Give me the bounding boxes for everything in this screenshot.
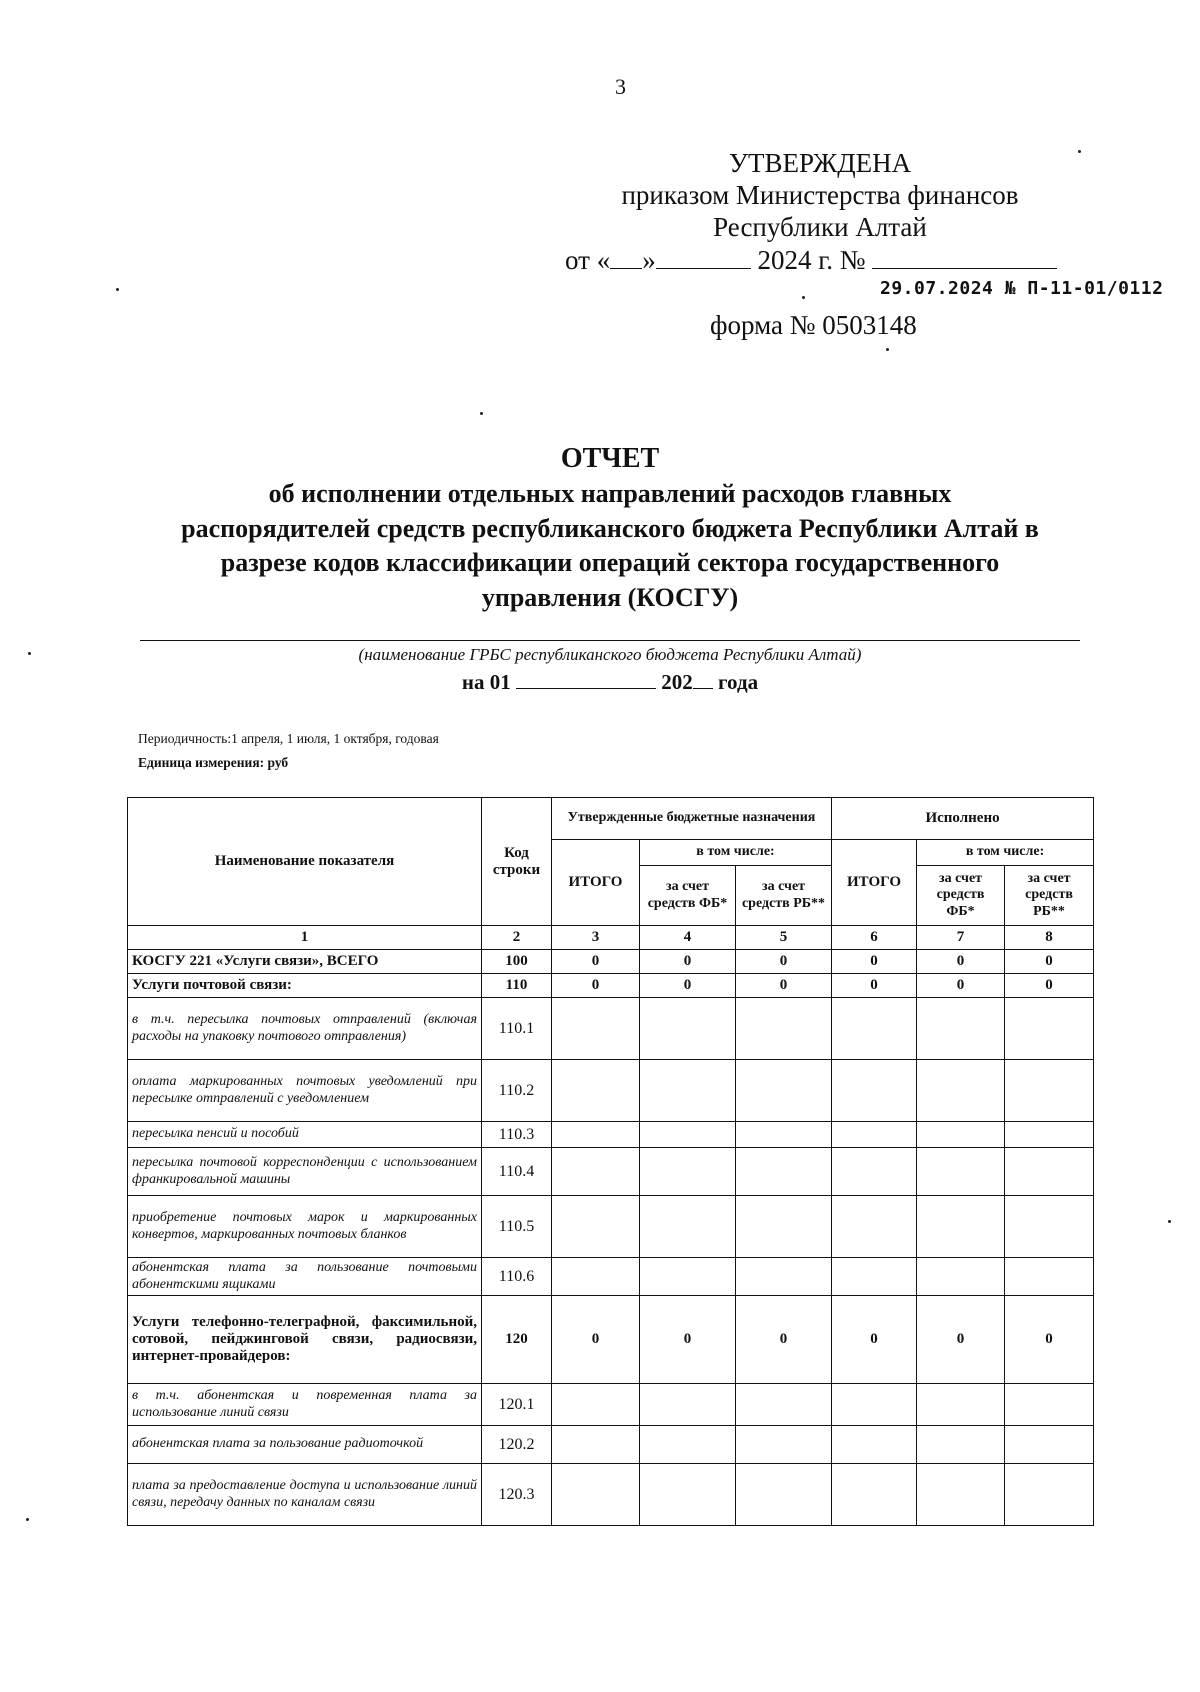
row-name: в т.ч. пересылка почтовых отправлений (включая расходы на упаковку почтового отправления) — [128, 998, 482, 1060]
value-cell — [917, 1426, 1005, 1464]
value-cell — [736, 1148, 832, 1196]
value-cell — [917, 1196, 1005, 1258]
col-num: 4 — [640, 926, 736, 950]
header-approved-including: в том числе: — [640, 840, 832, 866]
table-row — [128, 1258, 1094, 1296]
value-cell — [736, 1464, 832, 1526]
value-cell — [736, 1258, 832, 1296]
value-cell — [736, 1196, 832, 1258]
row-code: 110.5 — [482, 1196, 552, 1258]
table-row — [128, 1296, 1094, 1384]
value-cell — [832, 1258, 917, 1296]
col-num: 5 — [736, 926, 832, 950]
number-blank — [872, 244, 1057, 269]
value-cell — [640, 1258, 736, 1296]
approval-heading: УТВЕРЖДЕНА — [728, 148, 912, 178]
header-approved-fb: за счет средств ФБ* — [640, 866, 736, 926]
value-cell — [552, 1426, 640, 1464]
report-date — [140, 670, 1080, 695]
value-cell — [832, 1384, 917, 1426]
registration-stamp: 29.07.2024 № П-11-01/0112 — [880, 278, 1164, 299]
table-row — [128, 1426, 1094, 1464]
report-table — [127, 797, 1094, 1526]
table-row — [128, 1464, 1094, 1526]
value-cell: 0 — [832, 950, 917, 974]
date-mid: » — [642, 245, 656, 275]
date-year: 2024 г. № — [750, 245, 866, 275]
title-line-4: управления (КОСГУ) — [481, 582, 739, 612]
header-executed-including: в том числе: — [917, 840, 1094, 866]
title-main: ОТЧЕТ — [560, 443, 660, 474]
value-cell — [552, 1060, 640, 1122]
value-cell — [552, 1196, 640, 1258]
table-row — [128, 1060, 1094, 1122]
col-num: 2 — [482, 926, 552, 950]
value-cell — [917, 1122, 1005, 1148]
on-date-suffix: года — [718, 670, 759, 694]
value-cell: 0 — [552, 1296, 640, 1384]
table-row — [128, 950, 1094, 974]
value-cell — [640, 1464, 736, 1526]
value-cell — [832, 1060, 917, 1122]
value-cell — [736, 998, 832, 1060]
day-blank — [610, 244, 642, 269]
row-code: 120.1 — [482, 1384, 552, 1426]
value-cell: 0 — [640, 950, 736, 974]
header-executed-fb: за счет средств ФБ* — [917, 866, 1005, 926]
value-cell: 0 — [832, 1296, 917, 1384]
header-executed-total: ИТОГО — [832, 840, 917, 926]
scan-speck — [1168, 1220, 1171, 1223]
value-cell: 0 — [1005, 1296, 1094, 1384]
report-title — [130, 440, 1090, 616]
unit-of-measure: Единица измерения: руб — [138, 755, 289, 770]
value-cell — [832, 998, 917, 1060]
value-cell — [917, 1384, 1005, 1426]
value-cell — [736, 1426, 832, 1464]
value-cell: 0 — [552, 974, 640, 998]
header-approved: Утвержденные бюджетные назначения — [552, 798, 832, 840]
value-cell — [640, 1426, 736, 1464]
value-cell: 0 — [917, 950, 1005, 974]
value-cell — [832, 1426, 917, 1464]
table-row — [128, 974, 1094, 998]
value-cell — [917, 998, 1005, 1060]
row-code: 110.3 — [482, 1122, 552, 1148]
col-num: 6 — [832, 926, 917, 950]
row-name: оплата маркированных почтовых уведомлений при пересылке отправлений с уведомлением — [128, 1060, 482, 1122]
value-cell — [736, 1060, 832, 1122]
header-row-1 — [128, 798, 1094, 840]
value-cell — [552, 1384, 640, 1426]
value-cell: 0 — [640, 974, 736, 998]
value-cell — [552, 1122, 640, 1148]
value-cell: 0 — [736, 974, 832, 998]
row-name: Услуги почтовой связи: — [128, 974, 482, 998]
header-code: Код строки — [482, 798, 552, 926]
row-name: КОСГУ 221 «Услуги связи», ВСЕГО — [128, 950, 482, 974]
value-cell: 0 — [1005, 974, 1094, 998]
value-cell — [1005, 1258, 1094, 1296]
value-cell — [736, 1384, 832, 1426]
value-cell — [640, 1060, 736, 1122]
grbs-name-line — [140, 640, 1080, 641]
row-code: 110 — [482, 974, 552, 998]
value-cell — [832, 1464, 917, 1526]
row-name: плата за предоставление доступа и использование линий связи, передачу данных по каналам связи — [128, 1464, 482, 1526]
on-date-blank — [516, 672, 656, 689]
row-code: 120.2 — [482, 1426, 552, 1464]
value-cell — [1005, 1464, 1094, 1526]
row-code: 120 — [482, 1296, 552, 1384]
row-code: 110.1 — [482, 998, 552, 1060]
value-cell — [640, 998, 736, 1060]
table-row — [128, 998, 1094, 1060]
row-code: 110.6 — [482, 1258, 552, 1296]
value-cell — [640, 1148, 736, 1196]
value-cell — [1005, 998, 1094, 1060]
month-blank — [656, 244, 751, 269]
value-cell — [1005, 1060, 1094, 1122]
value-cell: 0 — [1005, 950, 1094, 974]
table-row — [128, 1122, 1094, 1148]
title-line-2: распорядителей средств республиканского бюджета Республики Алтай в — [181, 513, 1039, 543]
table-row — [128, 1196, 1094, 1258]
value-cell: 0 — [736, 950, 832, 974]
value-cell: 0 — [832, 974, 917, 998]
grbs-caption: (наименование ГРБС республиканского бюджета Республики Алтай) — [358, 645, 862, 664]
value-cell — [917, 1148, 1005, 1196]
value-cell — [640, 1122, 736, 1148]
scan-speck — [26, 1518, 29, 1521]
value-cell: 0 — [640, 1296, 736, 1384]
page-number: 3 — [615, 74, 626, 99]
value-cell — [917, 1060, 1005, 1122]
value-cell — [1005, 1196, 1094, 1258]
form-number: форма № 0503148 — [710, 310, 917, 340]
scan-speck — [116, 288, 119, 291]
value-cell — [832, 1196, 917, 1258]
value-cell — [917, 1258, 1005, 1296]
periodicity: Периодичность:1 апреля, 1 июля, 1 октября, годовая — [138, 731, 439, 746]
scan-speck — [886, 348, 889, 351]
value-cell: 0 — [552, 950, 640, 974]
value-cell — [552, 998, 640, 1060]
row-code: 110.4 — [482, 1148, 552, 1196]
header-executed-rb: за счет средств РБ** — [1005, 866, 1094, 926]
table-row — [128, 1148, 1094, 1196]
title-line-3: разрезе кодов классификации операций сектора государственного — [220, 548, 1000, 578]
on-date-prefix: на 01 — [461, 670, 511, 694]
scan-speck — [480, 412, 483, 415]
header-name: Наименование показателя — [128, 798, 482, 926]
value-cell — [1005, 1148, 1094, 1196]
row-name: Услуги телефонно-телеграфной, факсимильной, сотовой, пейджинговой связи, радиосвязи, интернет-провайдеров: — [128, 1296, 482, 1384]
value-cell — [1005, 1384, 1094, 1426]
value-cell: 0 — [917, 1296, 1005, 1384]
row-code: 100 — [482, 950, 552, 974]
on-date-year: 202 — [661, 670, 693, 694]
col-num: 8 — [1005, 926, 1094, 950]
value-cell — [832, 1148, 917, 1196]
title-line-1: об исполнении отдельных направлений расходов главных — [268, 479, 952, 509]
column-number-row — [128, 926, 1094, 950]
year-blank — [693, 672, 713, 689]
header-executed: Исполнено — [832, 798, 1094, 840]
value-cell — [1005, 1426, 1094, 1464]
value-cell — [552, 1464, 640, 1526]
approval-date-line — [565, 244, 1057, 276]
table-row — [128, 1384, 1094, 1426]
scan-speck — [1078, 150, 1081, 153]
value-cell — [1005, 1122, 1094, 1148]
row-name: пересылка почтовой корреспонденции с использованием франкировальной машины — [128, 1148, 482, 1196]
value-cell — [640, 1196, 736, 1258]
row-name: пересылка пенсий и пособий — [128, 1122, 482, 1148]
row-name: абонентская плата за пользование радиоточкой — [128, 1426, 482, 1464]
value-cell: 0 — [736, 1296, 832, 1384]
date-prefix: от « — [565, 245, 611, 275]
value-cell — [552, 1148, 640, 1196]
header-approved-rb: за счет средств РБ** — [736, 866, 832, 926]
row-name: в т.ч. абонентская и повременная плата за использование линий связи — [128, 1384, 482, 1426]
row-code: 120.3 — [482, 1464, 552, 1526]
scan-speck — [802, 296, 805, 299]
approval-republic: Республики Алтай — [713, 212, 927, 242]
col-num: 7 — [917, 926, 1005, 950]
value-cell: 0 — [917, 974, 1005, 998]
row-code: 110.2 — [482, 1060, 552, 1122]
value-cell — [832, 1122, 917, 1148]
approval-ministry: приказом Министерства финансов — [621, 180, 1019, 210]
scan-speck — [28, 652, 31, 655]
value-cell — [917, 1464, 1005, 1526]
row-name: приобретение почтовых марок и маркированных конвертов, маркированных почтовых бланков — [128, 1196, 482, 1258]
row-name: абонентская плата за пользование почтовыми абонентскими ящиками — [128, 1258, 482, 1296]
value-cell — [552, 1258, 640, 1296]
col-num: 1 — [128, 926, 482, 950]
col-num: 3 — [552, 926, 640, 950]
header-approved-total: ИТОГО — [552, 840, 640, 926]
value-cell — [640, 1384, 736, 1426]
value-cell — [736, 1122, 832, 1148]
